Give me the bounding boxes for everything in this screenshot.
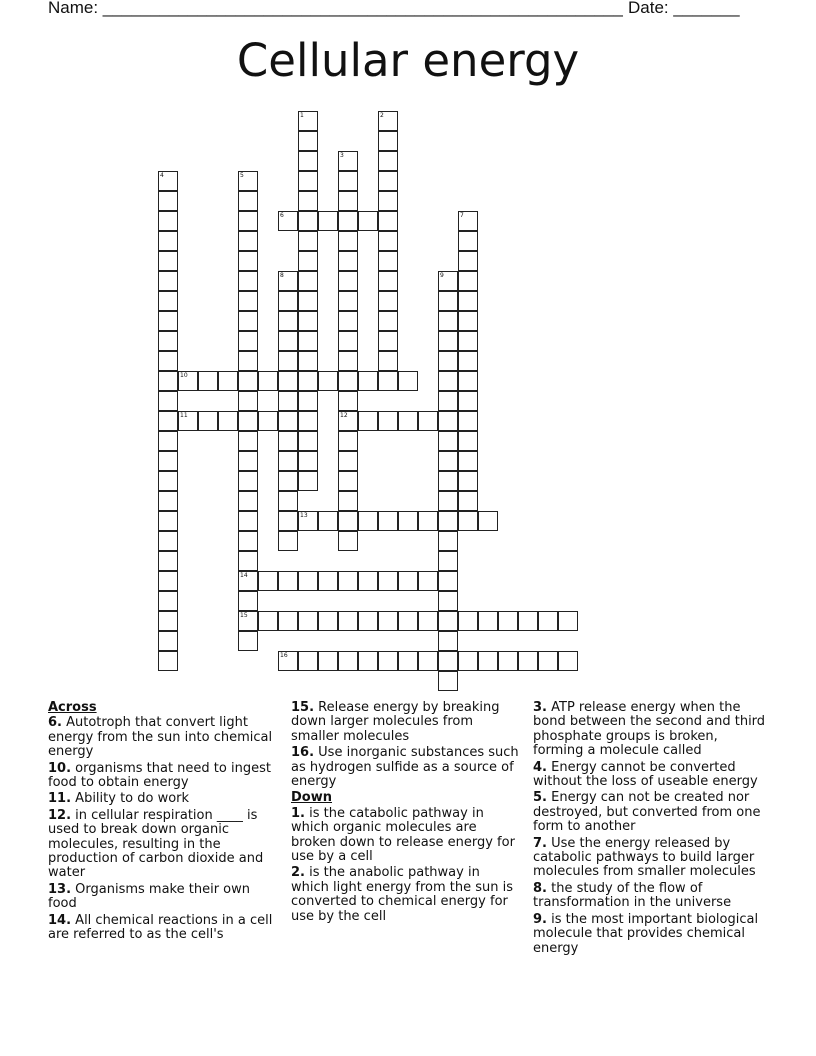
crossword-cell[interactable] <box>158 431 178 451</box>
crossword-cell[interactable] <box>438 291 458 311</box>
crossword-cell[interactable] <box>338 251 358 271</box>
crossword-cell[interactable] <box>438 471 458 491</box>
page-title: Cellular energy <box>236 34 580 87</box>
clue-number-label: 14 <box>240 572 248 579</box>
crossword-cell[interactable] <box>398 411 418 431</box>
crossword-cell[interactable] <box>338 211 358 231</box>
crossword-cell[interactable] <box>378 511 398 531</box>
crossword-cell[interactable] <box>458 651 478 671</box>
crossword-cell[interactable] <box>238 291 258 311</box>
crossword-cell[interactable] <box>238 351 258 371</box>
crossword-cell[interactable] <box>238 531 258 551</box>
crossword-cell[interactable] <box>378 371 398 391</box>
crossword-cell[interactable] <box>338 191 358 211</box>
crossword-cell[interactable] <box>258 411 278 431</box>
crossword-cell[interactable] <box>378 231 398 251</box>
crossword-cell[interactable] <box>438 671 458 691</box>
crossword-cell[interactable] <box>478 611 498 631</box>
crossword-cell[interactable] <box>558 651 578 671</box>
crossword-cell[interactable] <box>298 191 318 211</box>
crossword-cell[interactable] <box>278 351 298 371</box>
crossword-cell[interactable] <box>338 371 358 391</box>
clue-across-15: 15. Release energy by breaking down larger molecules from smaller molecules <box>291 700 500 744</box>
crossword-cell[interactable] <box>458 611 478 631</box>
crossword-cell[interactable] <box>298 311 318 331</box>
crossword-cell[interactable] <box>338 491 358 511</box>
crossword-cell[interactable] <box>458 351 478 371</box>
clue-across-6: 6. Autotroph that convert light energy from the sun into chemical energy <box>48 715 273 760</box>
clue-number-label: 1 <box>300 112 304 119</box>
crossword-cell[interactable] <box>458 411 478 431</box>
crossword-cell[interactable] <box>358 411 378 431</box>
crossword-cell[interactable] <box>158 391 178 411</box>
crossword-cell[interactable] <box>278 291 298 311</box>
crossword-cell[interactable] <box>238 331 258 351</box>
clue-number-label: 8 <box>280 272 284 279</box>
crossword-cell[interactable] <box>438 631 458 651</box>
crossword-cell[interactable] <box>358 611 378 631</box>
name-field-label: Name: _______________________________________________________ <box>48 0 623 17</box>
crossword-cell[interactable] <box>298 151 318 171</box>
crossword-cell[interactable] <box>278 391 298 411</box>
crossword-cell[interactable] <box>298 391 318 411</box>
crossword-cell[interactable] <box>438 451 458 471</box>
crossword-cell[interactable] <box>458 371 478 391</box>
clue-number-label: 4 <box>160 172 164 179</box>
crossword-cell[interactable] <box>318 511 338 531</box>
crossword-cell[interactable] <box>198 371 218 391</box>
crossword-cell[interactable] <box>438 531 458 551</box>
crossword-cell[interactable] <box>238 191 258 211</box>
crossword-cell[interactable] <box>318 611 338 631</box>
crossword-cell[interactable] <box>298 451 318 471</box>
crossword-cell[interactable] <box>378 331 398 351</box>
crossword-cell[interactable] <box>238 311 258 331</box>
crossword-cell[interactable] <box>438 571 458 591</box>
crossword-cell[interactable] <box>158 511 178 531</box>
crossword-cell[interactable] <box>338 391 358 411</box>
clue-number-label: 13 <box>300 512 308 519</box>
clue-down-9: 9. is the most important biological molecule that provides chemical energy <box>533 911 759 956</box>
crossword-cell[interactable] <box>378 191 398 211</box>
crossword-cell[interactable] <box>378 291 398 311</box>
crossword-cell[interactable] <box>338 271 358 291</box>
crossword-cell[interactable] <box>258 611 278 631</box>
clue-column-1 <box>48 701 278 945</box>
crossword-cell[interactable] <box>378 151 398 171</box>
crossword-cell[interactable] <box>398 371 418 391</box>
crossword-cell[interactable] <box>298 371 318 391</box>
crossword-cell[interactable] <box>438 331 458 351</box>
crossword-cell[interactable] <box>238 271 258 291</box>
crossword-cell[interactable] <box>358 511 378 531</box>
crossword-cell[interactable] <box>438 491 458 511</box>
crossword-cell[interactable] <box>458 311 478 331</box>
crossword-cell[interactable] <box>518 611 538 631</box>
crossword-cell[interactable] <box>318 371 338 391</box>
crossword-cell[interactable] <box>458 431 478 451</box>
clue-number-label: 15 <box>240 612 248 619</box>
crossword-cell[interactable] <box>338 471 358 491</box>
crossword-cell[interactable] <box>278 471 298 491</box>
crossword-cell[interactable] <box>318 571 338 591</box>
crossword-cell[interactable] <box>158 591 178 611</box>
crossword-cell[interactable] <box>158 211 178 231</box>
crossword-cell[interactable] <box>538 611 558 631</box>
crossword-cell[interactable] <box>158 651 178 671</box>
crossword-cell[interactable] <box>398 571 418 591</box>
clue-number-label: 6 <box>280 212 284 219</box>
crossword-cell[interactable] <box>458 491 478 511</box>
crossword-cell[interactable] <box>158 451 178 471</box>
clue-number-label: 5 <box>240 172 244 179</box>
crossword-cell[interactable] <box>278 431 298 451</box>
clue-number-label: 7 <box>460 212 464 219</box>
crossword-cell[interactable] <box>378 571 398 591</box>
crossword-cell[interactable] <box>398 611 418 631</box>
crossword-cell[interactable] <box>338 171 358 191</box>
crossword-cell[interactable] <box>378 131 398 151</box>
crossword-cell[interactable] <box>538 651 558 671</box>
crossword-cell[interactable] <box>198 411 218 431</box>
crossword-cell[interactable] <box>158 271 178 291</box>
crossword-cell[interactable] <box>158 631 178 651</box>
crossword-cell[interactable] <box>358 571 378 591</box>
crossword-cell[interactable] <box>438 411 458 431</box>
crossword-cell[interactable] <box>238 511 258 531</box>
crossword-cell[interactable] <box>378 651 398 671</box>
crossword-cell[interactable] <box>158 291 178 311</box>
crossword-cell[interactable] <box>238 491 258 511</box>
crossword-cell[interactable] <box>378 171 398 191</box>
crossword-cell[interactable] <box>338 571 358 591</box>
clue-down-2: 2. is the anabolic pathway in which light energy from the sun is converted to chemical energy for use by the cell <box>291 865 513 924</box>
clue-number-label: 11 <box>180 412 188 419</box>
crossword-cell[interactable] <box>158 571 178 591</box>
crossword-cell[interactable] <box>298 651 318 671</box>
crossword-cell[interactable] <box>298 471 318 491</box>
crossword-cell[interactable] <box>498 651 518 671</box>
crossword-cell[interactable] <box>438 591 458 611</box>
crossword-cell[interactable] <box>298 271 318 291</box>
crossword-cell[interactable] <box>458 391 478 411</box>
crossword-cell[interactable] <box>438 551 458 571</box>
crossword-cell[interactable] <box>478 651 498 671</box>
crossword-cell[interactable] <box>418 611 438 631</box>
crossword-cell[interactable] <box>558 611 578 631</box>
crossword-cell[interactable] <box>158 371 178 391</box>
crossword-cell[interactable] <box>158 231 178 251</box>
crossword-cell[interactable] <box>438 371 458 391</box>
crossword-cell[interactable] <box>238 371 258 391</box>
crossword-cell[interactable] <box>158 411 178 431</box>
clue-number-label: 3 <box>340 152 344 159</box>
crossword-cell[interactable] <box>158 251 178 271</box>
crossword-cell[interactable] <box>338 331 358 351</box>
crossword-cell[interactable] <box>158 331 178 351</box>
crossword-cell[interactable] <box>338 231 358 251</box>
crossword-cell[interactable] <box>238 231 258 251</box>
crossword-cell[interactable] <box>298 211 318 231</box>
crossword-cell[interactable] <box>378 311 398 331</box>
crossword-cell[interactable] <box>278 531 298 551</box>
clue-across-13: 13. Organisms make their own food <box>48 881 251 912</box>
clue-across-14: 14. All chemical reactions in a cell are referred to as the cell's <box>48 912 273 943</box>
crossword-cell[interactable] <box>378 611 398 631</box>
crossword-cell[interactable] <box>238 211 258 231</box>
crossword-cell[interactable] <box>358 371 378 391</box>
clue-number-label: 10 <box>180 372 188 379</box>
crossword-cell[interactable] <box>418 571 438 591</box>
crossword-cell[interactable] <box>218 411 238 431</box>
crossword-cell[interactable] <box>458 331 478 351</box>
crossword-cell[interactable] <box>158 351 178 371</box>
crossword-cell[interactable] <box>298 611 318 631</box>
crossword-cell[interactable] <box>438 611 458 631</box>
crossword-cell[interactable] <box>438 431 458 451</box>
crossword-cell[interactable] <box>158 471 178 491</box>
crossword-cell[interactable] <box>358 211 378 231</box>
crossword-cell[interactable] <box>298 171 318 191</box>
crossword-cell[interactable] <box>298 131 318 151</box>
date-field-label: Date: _______ <box>628 0 740 17</box>
crossword-cell[interactable] <box>458 271 478 291</box>
crossword-cell[interactable] <box>498 611 518 631</box>
across-heading: Across <box>48 700 97 715</box>
crossword-cell[interactable] <box>438 311 458 331</box>
crossword-cell[interactable] <box>338 431 358 451</box>
crossword-cell[interactable] <box>378 211 398 231</box>
crossword-cell[interactable] <box>298 291 318 311</box>
crossword-cell[interactable] <box>398 511 418 531</box>
crossword-cell[interactable] <box>438 511 458 531</box>
clue-number-label: 2 <box>380 112 384 119</box>
crossword-cell[interactable] <box>278 411 298 431</box>
crossword-cell[interactable] <box>238 431 258 451</box>
crossword-cell[interactable] <box>458 251 478 271</box>
crossword-cell[interactable] <box>278 371 298 391</box>
crossword-cell[interactable] <box>278 511 298 531</box>
crossword-cell[interactable] <box>278 331 298 351</box>
crossword-cell[interactable] <box>338 451 358 471</box>
crossword-cell[interactable] <box>258 371 278 391</box>
crossword-cell[interactable] <box>158 311 178 331</box>
crossword-cell[interactable] <box>318 651 338 671</box>
crossword-cell[interactable] <box>338 511 358 531</box>
clue-column-3 <box>533 701 769 958</box>
crossword-cell[interactable] <box>418 651 438 671</box>
crossword-cell[interactable] <box>158 611 178 631</box>
crossword-cell[interactable] <box>378 351 398 371</box>
clue-number-label: 16 <box>280 652 288 659</box>
crossword-cell[interactable] <box>298 331 318 351</box>
crossword-cell[interactable] <box>278 571 298 591</box>
crossword-cell[interactable] <box>338 531 358 551</box>
crossword-cell[interactable] <box>458 291 478 311</box>
crossword-cell[interactable] <box>438 351 458 371</box>
clue-across-10: 10. organisms that need to ingest food to obtain energy <box>48 760 271 791</box>
crossword-cell[interactable] <box>238 411 258 431</box>
crossword-cell[interactable] <box>458 471 478 491</box>
crossword-cell[interactable] <box>458 511 478 531</box>
crossword-cell[interactable] <box>438 391 458 411</box>
crossword-cell[interactable] <box>278 491 298 511</box>
crossword-cell[interactable] <box>338 611 358 631</box>
clue-across-12: 12. in cellular respiration ____ is used to break down organic molecules, resulting in the production of carbon dioxide and water <box>48 807 264 881</box>
crossword-cell[interactable] <box>458 231 478 251</box>
crossword-cell[interactable] <box>458 451 478 471</box>
crossword-cell[interactable] <box>338 311 358 331</box>
crossword-cell[interactable] <box>238 631 258 651</box>
crossword-cell[interactable] <box>438 651 458 671</box>
crossword-cell[interactable] <box>378 251 398 271</box>
crossword-cell[interactable] <box>338 351 358 371</box>
clue-down-5: 5. Energy can not be created nor destroyed, but converted from one form to another <box>533 790 761 835</box>
crossword-cell[interactable] <box>338 291 358 311</box>
clue-across-11: 11. Ability to do work <box>48 791 190 807</box>
crossword-cell[interactable] <box>158 531 178 551</box>
clue-down-4: 4. Energy cannot be converted without the loss of useable energy <box>533 759 758 790</box>
crossword-cell[interactable] <box>158 191 178 211</box>
crossword-cell[interactable] <box>298 251 318 271</box>
crossword-cell[interactable] <box>238 471 258 491</box>
clue-across-16: 16. Use inorganic substances such as hydrogen sulfide as a source of energy <box>291 745 519 790</box>
crossword-cell[interactable] <box>278 311 298 331</box>
crossword-cell[interactable] <box>418 411 438 431</box>
crossword-cell[interactable] <box>418 511 438 531</box>
crossword-cell[interactable] <box>218 371 238 391</box>
clue-down-1: 1. is the catabolic pathway in which organic molecules are broken down to release energy for use by a cell <box>291 805 515 865</box>
clue-number-label: 9 <box>440 272 444 279</box>
crossword-cell[interactable] <box>338 651 358 671</box>
crossword-cell[interactable] <box>478 511 498 531</box>
crossword-cell[interactable] <box>298 351 318 371</box>
crossword-cell[interactable] <box>318 211 338 231</box>
crossword-cell[interactable] <box>298 571 318 591</box>
crossword-cell[interactable] <box>278 451 298 471</box>
crossword-cell[interactable] <box>398 651 418 671</box>
clue-down-3: 3. ATP release energy when the bond between the second and third phosphate groups is broken, forming a molecule called <box>533 700 766 759</box>
crossword-cell[interactable] <box>298 231 318 251</box>
crossword-cell[interactable] <box>298 411 318 431</box>
crossword-cell[interactable] <box>238 591 258 611</box>
clue-down-8: 8. the study of the flow of transformation in the universe <box>533 880 732 911</box>
crossword-cell[interactable] <box>238 251 258 271</box>
crossword-cell[interactable] <box>238 451 258 471</box>
crossword-cell[interactable] <box>278 611 298 631</box>
clue-down-7: 7. Use the energy released by catabolic pathways to build larger molecules from smaller molecules <box>533 835 756 880</box>
crossword-cell[interactable] <box>238 551 258 571</box>
crossword-cell[interactable] <box>158 491 178 511</box>
down-heading: Down <box>291 790 332 806</box>
crossword-cell[interactable] <box>298 431 318 451</box>
clue-column-2 <box>291 701 521 926</box>
crossword-cell[interactable] <box>238 391 258 411</box>
clue-number-label: 12 <box>340 412 348 419</box>
crossword-cell[interactable] <box>518 651 538 671</box>
crossword-cell[interactable] <box>378 271 398 291</box>
crossword-cell[interactable] <box>158 551 178 571</box>
crossword-cell[interactable] <box>358 651 378 671</box>
crossword-cell[interactable] <box>378 411 398 431</box>
crossword-cell[interactable] <box>258 571 278 591</box>
